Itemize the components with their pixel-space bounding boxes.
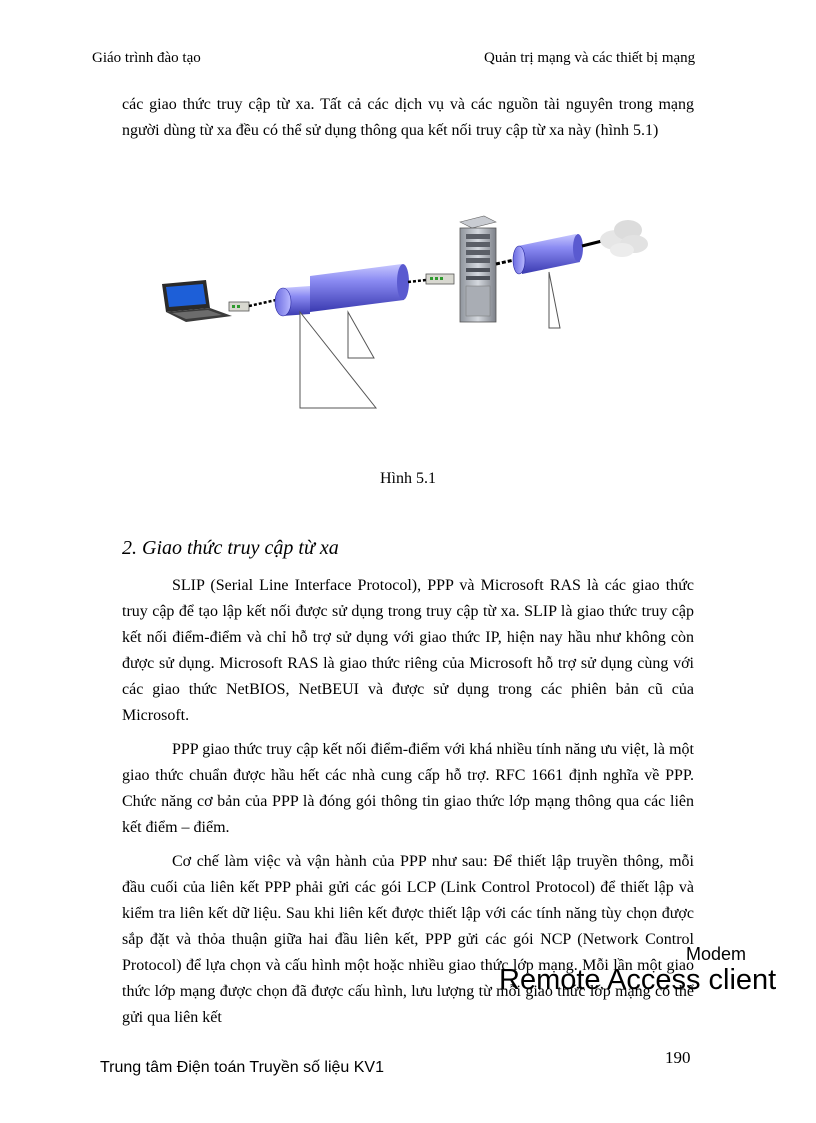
paragraph-slip: SLIP (Serial Line Interface Protocol), PPP và Microsoft RAS là các giao thức truy cập để tạo lập kết nối được sử dụng trong truy cập từ xa. SLIP là giao thức truy cập kết nối điểm-điểm và chỉ hỗ trợ sử dụng với giao thức IP, hiện nay hầu như không còn được sử dụng. Microsoft RAS là giao thức riêng của Microsoft hỗ trợ sử dụng cùng với các giao thức NetBIOS, NetBEUI và được sử dụng trong các phiên bản cũ của Microsoft. [122, 577, 694, 724]
server-modem-icon [426, 274, 454, 284]
footer-left: Trung tâm Điện toán Truyền số liệu KV1 [100, 1059, 384, 1076]
paragraph-ppp: PPP giao thức truy cập kết nối điểm-điểm với khá nhiều tính năng ưu việt, là một giao thức chuẩn được hầu hết các nhà cung cấp hỗ trợ. RFC 1661 định nghĩa về PPP. Chức năng cơ bản của PPP là đóng gói thông tin giao thức lớp mạng thông qua các liên kết điểm – điểm. [122, 741, 694, 836]
paragraph-mechanism: Cơ chế làm việc và vận hành của PPP như sau: Để thiết lập truyền thông, mỗi đầu cuối của liên kết PPP phải gửi các gói LCP (Link Control Protocol) để thiết lập và kiểm tra liên kết dữ liệu. Sau khi liên kết được thiết lập với các tính năng tùy chọn được sắp đặt và thỏa thuận giữa hai đầu liên kết, PPP gửi các gói NCP (Network Control Protocol) để lựa chọn và cấu hình một hoặc nhiều giao thức lớp mạng. Mỗi lần một giao thức lớp mạng được chọn đã được cấu hình, lưu lượng từ mỗi giao thức lớp mạng có thể gửi qua liên kết [122, 853, 694, 1026]
intro-paragraph: các giao thức truy cập từ xa. Tất cả các dịch vụ và các nguồn tài nguyên trong mạng người dùng từ xa đều có thể sử dụng thông qua kết nối truy cập từ xa này (hình 5.1) [122, 96, 694, 139]
cloud-icon [600, 220, 648, 257]
network-figure [150, 200, 650, 415]
page-number: 190 [665, 1048, 691, 1067]
modem-label: Modem [686, 944, 747, 964]
header-left: Giáo trình đào tạo [92, 50, 201, 66]
figure-caption: Hình 5.1 [380, 470, 436, 487]
section-title: 2. Giao thức truy cập từ xa [122, 537, 339, 559]
remote-access-client-label: Remote Access client [499, 964, 777, 996]
tunnel-pipe-icon [275, 264, 409, 316]
header-right: Quản trị mạng và các thiết bị mạng [484, 50, 696, 66]
laptop-icon [162, 280, 232, 322]
right-tunnel-pipe-icon [513, 234, 583, 274]
modem-icon [229, 302, 249, 311]
server-tower-icon [460, 216, 496, 322]
